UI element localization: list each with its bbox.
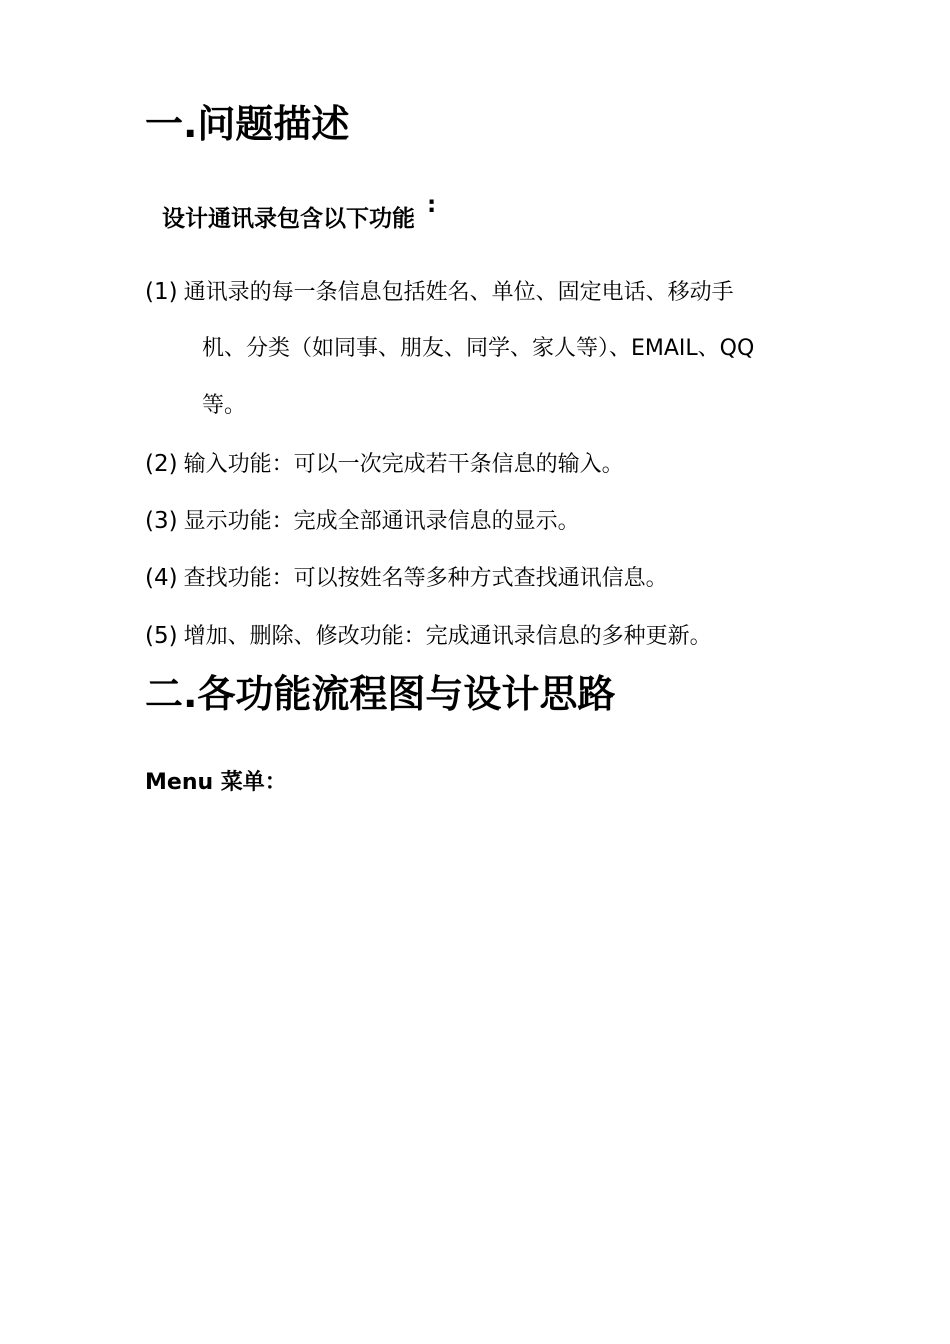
- item-text: 查找功能：可以按姓名等多种方式查找通讯信息。: [183, 566, 668, 591]
- item-continuation: 机、分类（如同事、朋友、同学、家人等）、EMAIL、QQ: [202, 336, 755, 361]
- item-number: (4): [145, 565, 178, 591]
- item-text: 输入功能：可以一次完成若干条信息的输入。: [183, 452, 624, 477]
- menu-label: Menu 菜单：: [145, 770, 287, 795]
- item-number: (2): [145, 451, 178, 477]
- intro-label: 设计通讯录包含以下功能: [162, 206, 415, 232]
- list-item: [145, 447, 624, 482]
- intro-colon: :: [427, 192, 437, 218]
- item-text: 显示功能：完成全部通讯录信息的显示。: [183, 509, 580, 534]
- item-number: (5): [145, 623, 178, 649]
- list-item: [145, 561, 668, 596]
- list-item: [145, 504, 580, 539]
- section-heading-problem: 一.问题描述: [145, 102, 350, 146]
- item-number: (3): [145, 508, 178, 534]
- list-item: [145, 275, 734, 310]
- item-continuation: 等。: [202, 393, 247, 418]
- intro-text: [162, 192, 437, 236]
- item-text: 通讯录的每一条信息包括姓名、单位、固定电话、移动手: [183, 280, 734, 305]
- item-text: 增加、删除、修改功能：完成通讯录信息的多种更新。: [183, 624, 712, 649]
- item-number: (1): [145, 279, 178, 305]
- list-item: [145, 619, 712, 654]
- section-heading-flowcharts: 二.各功能流程图与设计思路: [145, 672, 616, 716]
